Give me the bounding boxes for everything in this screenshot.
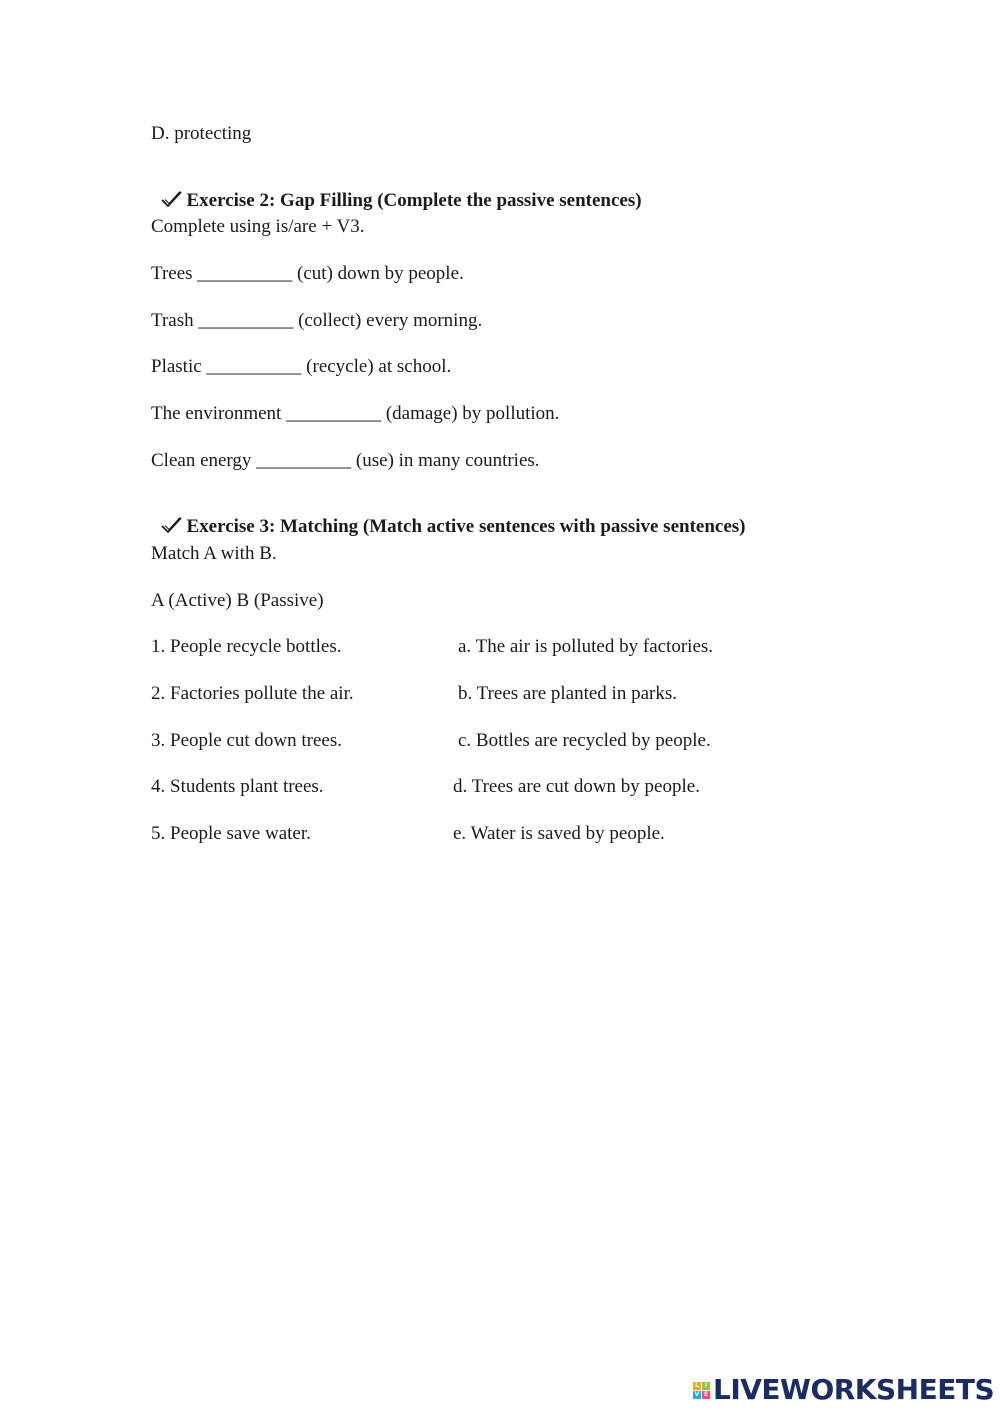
- match-passive-a: a. The air is polluted by factories.: [458, 636, 714, 657]
- exercise3-instruction: Match A with B.: [151, 543, 277, 564]
- liveworksheets-logo: [693, 1373, 995, 1406]
- match-active-1: 1. People recycle bottles.: [151, 636, 342, 657]
- gap-item-4: The environment __________ (damage) by pollution.: [151, 403, 560, 424]
- check-mark-icon: [161, 516, 182, 534]
- match-active-3: 3. People cut down trees.: [151, 730, 343, 751]
- match-passive-d: d. Trees are cut down by people.: [453, 776, 700, 797]
- match-passive-b: b. Trees are planted in parks.: [458, 683, 677, 704]
- previous-option-d: D. protecting: [151, 123, 252, 144]
- gap-item-3: Plastic __________ (recycle) at school.: [151, 356, 452, 377]
- logo-mark-icon: L I V E: [694, 1381, 709, 1398]
- exercise2-heading: [151, 171, 642, 210]
- match-active-2: 2. Factories pollute the air.: [151, 683, 354, 704]
- check-mark-icon: [161, 190, 182, 208]
- gap-item-5: Clean energy __________ (use) in many countries.: [151, 450, 540, 471]
- match-passive-c: c. Bottles are recycled by people.: [458, 730, 711, 751]
- match-active-5: 5. People save water.: [151, 823, 311, 844]
- gap-item-1: Trees __________ (cut) down by people.: [151, 263, 464, 284]
- exercise2-heading-text: Exercise 2: Gap Filling (Complete the passive sentences): [186, 190, 642, 211]
- exercise3-heading: [151, 497, 745, 536]
- match-active-4: 4. Students plant trees.: [151, 776, 324, 797]
- logo-text: LIVEWORKSHEETS: [713, 1373, 995, 1406]
- gap-item-2: Trash __________ (collect) every morning.: [151, 310, 483, 331]
- exercise3-heading-text: Exercise 3: Matching (Match active sentences with passive sentences): [186, 516, 746, 537]
- exercise3-columns-label: A (Active) B (Passive): [151, 590, 324, 611]
- match-passive-e: e. Water is saved by people.: [453, 823, 665, 844]
- exercise2-instruction: Complete using is/are + V3.: [151, 216, 365, 237]
